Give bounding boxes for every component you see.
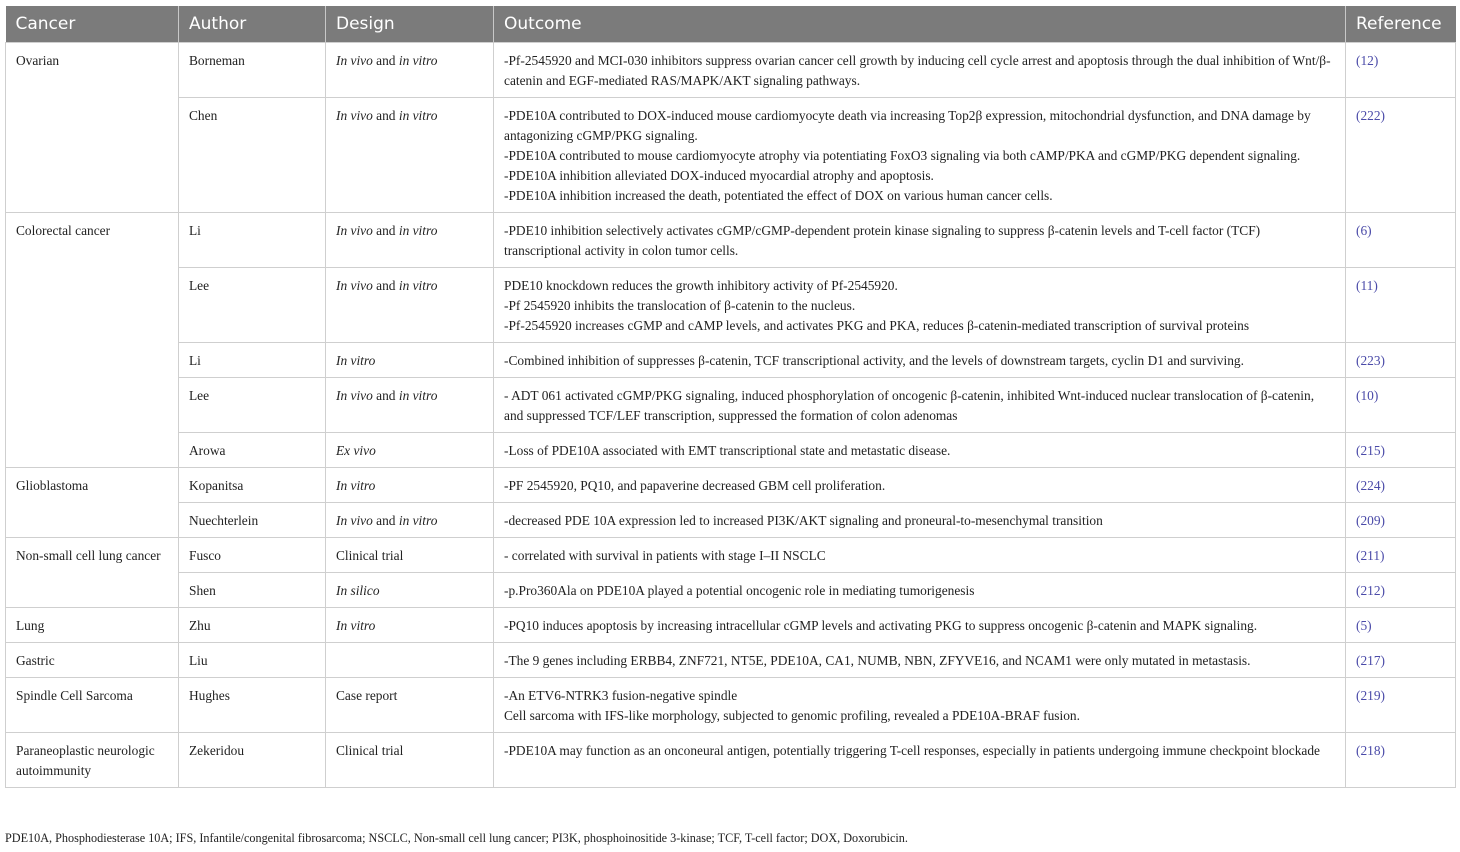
outcome-line: -Combined inhibition of suppresses β-catenin, TCF transcriptional activity, and the levels of downstream targets, cyclin D1 and surviving. xyxy=(504,353,1244,368)
design-text: in vitro xyxy=(398,388,438,403)
design-text: and xyxy=(372,223,399,238)
table-row xyxy=(6,608,1456,643)
design-text: In vivo xyxy=(336,278,373,293)
design-cell xyxy=(326,468,494,503)
table-row xyxy=(6,213,1456,268)
outcome-cell xyxy=(494,643,1346,678)
design-text: Clinical trial xyxy=(336,743,404,758)
design-text: and xyxy=(372,513,399,528)
design-text: in vitro xyxy=(398,278,438,293)
reference-link[interactable]: (12) xyxy=(1356,53,1379,68)
outcome-line: -PDE10A contributed to mouse cardiomyocyte atrophy via potentiating FoxO3 signaling via both cAMP/PKA and cGMP/PKG dependent signaling. xyxy=(504,148,1301,163)
header-cancer: Cancer xyxy=(6,6,179,43)
design-text: and xyxy=(372,388,399,403)
design-text: in vitro xyxy=(398,513,438,528)
design-text: In silico xyxy=(336,583,380,598)
design-text: in vitro xyxy=(398,108,438,123)
reference-cell xyxy=(1346,43,1456,98)
reference-link[interactable]: (215) xyxy=(1356,443,1386,458)
reference-link[interactable]: (223) xyxy=(1356,353,1386,368)
reference-link[interactable]: (6) xyxy=(1356,223,1372,238)
reference-link[interactable]: (209) xyxy=(1356,513,1386,528)
outcome-line: -PDE10A contributed to DOX-induced mouse cardiomyocyte death via increasing Top2β expression, mitochondrial dysfunction, and DNA damage by antagonizing cGMP/PKG signaling. xyxy=(504,108,1311,143)
table-row xyxy=(6,503,1456,538)
design-cell xyxy=(326,503,494,538)
table-row xyxy=(6,433,1456,468)
reference-cell xyxy=(1346,733,1456,788)
table-header-row xyxy=(6,6,1456,43)
reference-cell xyxy=(1346,678,1456,733)
reference-cell xyxy=(1346,343,1456,378)
outcome-cell xyxy=(494,573,1346,608)
design-text: in vitro xyxy=(398,223,438,238)
outcome-line: PDE10 knockdown reduces the growth inhibitory activity of Pf-2545920. xyxy=(504,278,898,293)
outcome-line: -An ETV6-NTRK3 fusion-negative spindle xyxy=(504,688,738,703)
design-cell xyxy=(326,43,494,98)
outcome-line: - ADT 061 activated cGMP/PKG signaling, induced phosphorylation of oncogenic β-catenin, inhibited Wnt-induced nuclear translocation of β-catenin, and suppressed TCF/LEF transcription, suppressed the formation of colon adenomas xyxy=(504,388,1315,423)
table-row xyxy=(6,468,1456,503)
reference-link[interactable]: (224) xyxy=(1356,478,1386,493)
author-cell: Chen xyxy=(179,98,326,213)
table-row xyxy=(6,98,1456,213)
design-cell xyxy=(326,268,494,343)
author-cell: Shen xyxy=(179,573,326,608)
design-cell xyxy=(326,433,494,468)
reference-cell xyxy=(1346,643,1456,678)
design-cell xyxy=(326,98,494,213)
reference-link[interactable]: (5) xyxy=(1356,618,1372,633)
design-text: In vivo xyxy=(336,223,373,238)
outcome-cell xyxy=(494,608,1346,643)
reference-cell xyxy=(1346,213,1456,268)
outcome-line: -PQ10 induces apoptosis by increasing intracellular cGMP levels and activating PKG to suppress oncogenic β-catenin and MAPK signaling. xyxy=(504,618,1258,633)
table-row xyxy=(6,643,1456,678)
design-cell xyxy=(326,573,494,608)
outcome-line: -PDE10A inhibition increased the death, potentiated the effect of DOX on various human cancer cells. xyxy=(504,188,1053,203)
outcome-line: - correlated with survival in patients with stage I–II NSCLC xyxy=(504,548,826,563)
cancer-cell: Colorectal cancer xyxy=(6,213,179,468)
header-reference: Reference xyxy=(1346,6,1456,43)
design-text: In vitro xyxy=(336,618,376,633)
author-cell: Liu xyxy=(179,643,326,678)
outcome-line: -Pf-2545920 and MCI-030 inhibitors suppress ovarian cancer cell growth by inducing cell cycle arrest and apoptosis through the dual inhibition of Wnt/β-catenin and EGF-mediated RAS/MAPK/AKT signaling pathways. xyxy=(504,53,1331,88)
reference-cell xyxy=(1346,98,1456,213)
outcome-line: -PDE10A inhibition alleviated DOX-induced myocardial atrophy and apoptosis. xyxy=(504,168,934,183)
reference-cell xyxy=(1346,573,1456,608)
outcome-line: -Pf-2545920 increases cGMP and cAMP levels, and activates PKG and PKA, reduces β-catenin-mediated transcription of survival proteins xyxy=(504,318,1250,333)
design-text: In vivo xyxy=(336,53,373,68)
design-cell xyxy=(326,213,494,268)
design-cell xyxy=(326,733,494,788)
table-row xyxy=(6,733,1456,788)
cancer-cell: Ovarian xyxy=(6,43,179,213)
design-cell xyxy=(326,378,494,433)
outcome-line: -PDE10 inhibition selectively activates cGMP/cGMP-dependent protein kinase signaling to suppress β-catenin levels and T-cell factor (TCF) transcriptional activity in colon tumor cells. xyxy=(504,223,1261,258)
reference-cell xyxy=(1346,468,1456,503)
design-text: Ex vivo xyxy=(336,443,376,458)
design-text: and xyxy=(372,108,399,123)
design-cell xyxy=(326,643,494,678)
reference-link[interactable]: (222) xyxy=(1356,108,1386,123)
cancer-cell: Spindle Cell Sarcoma xyxy=(6,678,179,733)
header-design: Design xyxy=(326,6,494,43)
reference-cell xyxy=(1346,433,1456,468)
author-cell: Zhu xyxy=(179,608,326,643)
author-cell: Zekeridou xyxy=(179,733,326,788)
design-text: and xyxy=(372,278,399,293)
outcome-cell xyxy=(494,538,1346,573)
author-cell: Lee xyxy=(179,378,326,433)
author-cell: Li xyxy=(179,343,326,378)
author-cell: Nuechterlein xyxy=(179,503,326,538)
reference-link[interactable]: (10) xyxy=(1356,388,1379,403)
reference-cell xyxy=(1346,268,1456,343)
outcome-cell xyxy=(494,43,1346,98)
cancer-cell: Paraneoplastic neurologic autoimmunity xyxy=(6,733,179,788)
author-cell: Fusco xyxy=(179,538,326,573)
design-text: in vitro xyxy=(398,53,438,68)
table-row xyxy=(6,43,1456,98)
design-cell xyxy=(326,538,494,573)
author-cell: Arowa xyxy=(179,433,326,468)
outcome-cell xyxy=(494,98,1346,213)
author-cell: Li xyxy=(179,213,326,268)
table-row xyxy=(6,678,1456,733)
design-text: In vivo xyxy=(336,513,373,528)
outcome-line: -p.Pro360Ala on PDE10A played a potential oncogenic role in mediating tumorigenesis xyxy=(504,583,975,598)
design-text: In vitro xyxy=(336,478,376,493)
design-text: Clinical trial xyxy=(336,548,404,563)
author-cell: Kopanitsa xyxy=(179,468,326,503)
table-row xyxy=(6,268,1456,343)
outcome-cell xyxy=(494,268,1346,343)
outcome-cell xyxy=(494,213,1346,268)
reference-cell xyxy=(1346,378,1456,433)
studies-table xyxy=(5,6,1456,788)
outcome-line: -The 9 genes including ERBB4, ZNF721, NT5E, PDE10A, CA1, NUMB, NBN, ZFYVE16, and NCAM1 were only mutated in metastasis. xyxy=(504,653,1251,668)
reference-cell xyxy=(1346,503,1456,538)
design-cell xyxy=(326,343,494,378)
header-author: Author xyxy=(179,6,326,43)
reference-link[interactable]: (211) xyxy=(1356,548,1385,563)
cancer-cell: Glioblastoma xyxy=(6,468,179,538)
design-cell xyxy=(326,608,494,643)
table-body xyxy=(6,43,1456,788)
reference-link[interactable]: (212) xyxy=(1356,583,1386,598)
table-row xyxy=(6,378,1456,433)
design-text: Case report xyxy=(336,688,398,703)
reference-link[interactable]: (11) xyxy=(1356,278,1378,293)
design-cell xyxy=(326,678,494,733)
cancer-cell: Non-small cell lung cancer xyxy=(6,538,179,608)
table-footnote: PDE10A, Phosphodiesterase 10A; IFS, Infantile/congenital fibrosarcoma; NSCLC, Non-small cell lung cancer; PI3K, phosphoinositide 3-kinase; TCF, T-cell factor; DOX, Doxorubicin. xyxy=(5,831,908,845)
design-text: In vitro xyxy=(336,353,376,368)
cancer-cell: Gastric xyxy=(6,643,179,678)
outcome-line: -Pf 2545920 inhibits the translocation of β-catenin to the nucleus. xyxy=(504,298,856,313)
reference-cell xyxy=(1346,538,1456,573)
outcome-line: -decreased PDE 10A expression led to increased PI3K/AKT signaling and proneural-to-mesenchymal transition xyxy=(504,513,1103,528)
outcome-cell xyxy=(494,503,1346,538)
outcome-cell xyxy=(494,378,1346,433)
outcome-line: -PF 2545920, PQ10, and papaverine decreased GBM cell proliferation. xyxy=(504,478,886,493)
outcome-cell xyxy=(494,678,1346,733)
outcome-cell xyxy=(494,343,1346,378)
table-row xyxy=(6,538,1456,573)
outcome-line: -PDE10A may function as an onconeural antigen, potentially triggering T-cell responses, especially in patients undergoing immune checkpoint blockade xyxy=(504,743,1321,758)
outcome-cell xyxy=(494,433,1346,468)
author-cell: Lee xyxy=(179,268,326,343)
header-outcome: Outcome xyxy=(494,6,1346,43)
design-text: and xyxy=(372,53,399,68)
reference-link[interactable]: (218) xyxy=(1356,743,1386,758)
design-text: In vivo xyxy=(336,388,373,403)
table-row xyxy=(6,573,1456,608)
design-text: In vivo xyxy=(336,108,373,123)
reference-link[interactable]: (219) xyxy=(1356,688,1386,703)
reference-link[interactable]: (217) xyxy=(1356,653,1386,668)
outcome-line: Cell sarcoma with IFS-like morphology, subjected to genomic profiling, revealed a PDE10A-BRAF fusion. xyxy=(504,708,1080,723)
author-cell: Hughes xyxy=(179,678,326,733)
reference-cell xyxy=(1346,608,1456,643)
outcome-cell xyxy=(494,468,1346,503)
cancer-cell: Lung xyxy=(6,608,179,643)
outcome-cell xyxy=(494,733,1346,788)
table-row xyxy=(6,343,1456,378)
author-cell: Borneman xyxy=(179,43,326,98)
outcome-line: -Loss of PDE10A associated with EMT transcriptional state and metastatic disease. xyxy=(504,443,951,458)
